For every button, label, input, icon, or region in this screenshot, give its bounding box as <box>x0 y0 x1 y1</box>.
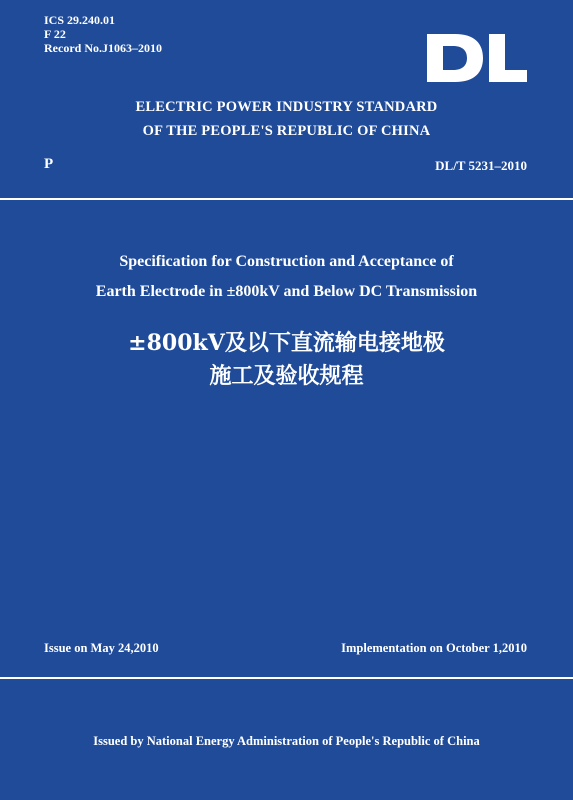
standard-code: DL/T 5231–2010 <box>435 158 527 173</box>
issue-date: Issue on May 24,2010 <box>44 641 159 655</box>
english-title-line1: Specification for Construction and Acceptance of <box>119 253 454 270</box>
issuing-authority: Issued by National Energy Administration of People's Republic of China <box>93 734 480 748</box>
dl-logo <box>425 32 529 84</box>
divider-bottom <box>0 677 573 679</box>
classification-letter: P <box>44 156 54 172</box>
ics-number: ICS 29.240.01 <box>44 13 116 27</box>
chinese-title-line2: 施工及验收规程 <box>209 363 364 389</box>
divider-top <box>0 198 573 200</box>
chinese-title-line1: ±800kV及以下直流输电接地极 <box>128 330 445 356</box>
f-code: F 22 <box>44 27 66 41</box>
record-number: Record No.J1063–2010 <box>44 41 162 55</box>
standard-title-line2: OF THE PEOPLE'S REPUBLIC OF CHINA <box>142 123 431 139</box>
english-title-line2: Earth Electrode in ±800kV and Below DC Transmission <box>95 283 478 300</box>
standard-title-line1: ELECTRIC POWER INDUSTRY STANDARD <box>135 99 438 115</box>
catalog-info <box>44 13 162 55</box>
implementation-date: Implementation on October 1,2010 <box>341 641 527 655</box>
